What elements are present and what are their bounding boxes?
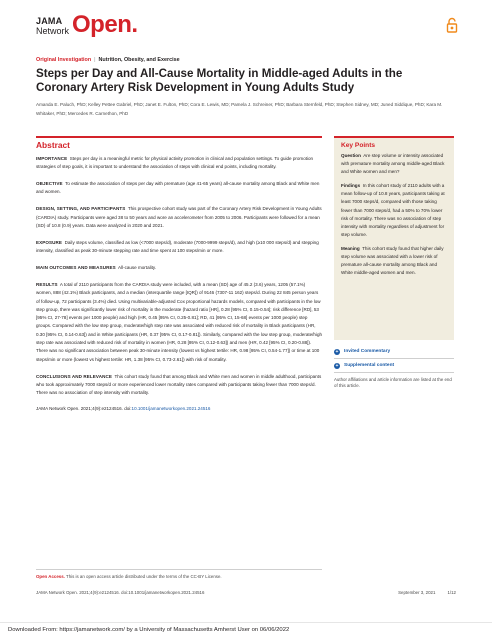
open-access-label[interactable]: Open Access. [36,574,65,579]
footer-citation: JAMA Network Open. 2021;4(9):e2124516. doi:10.1001/jamanetworkopen.2021.24516 [36,590,205,595]
abstract-conclusions: CONCLUSIONS AND RELEVANCE This cohort study found that among Black and White men and women in middle adulthood, participants who took approximately 7000 steps/d or more experienced lower mortality rates compared with participants taking fewer than 7000 steps/d. There was no association of step intensity with mortality. [36,373,322,396]
invited-commentary-link[interactable]: + Invited Commentary [334,345,454,359]
key-point-question: Question Are step volume or intensity associated with premature mortality among middle-aged Black and White women and men? [341,153,445,175]
open-access-lock-icon [446,17,458,33]
abstract-importance: IMPORTANCE Steps per day is a meaningful metric for physical activity promotion in clinical and population settings. To guide promotion strategies of step goals, it is important to understand the association of steps with clinical end points, including mortality. [36,156,314,170]
open-access-note: Open Access. This is an open access article distributed under the terms of the CC-BY License. [36,574,222,579]
open-access-rule [36,569,322,570]
article-type[interactable]: Original Investigation [36,57,92,63]
logo-jama: JAMA [36,16,63,26]
related-links [334,345,454,373]
journal-logo[interactable] [36,11,138,38]
key-point-findings: Findings In this cohort study of 2110 adults with a mean follow-up of 10.8 years, participants taking at least 7000 steps/d, compared with those taking fewer than 7000 steps/d, had a 50% to 70% lower risk of mortality. There was no association of step intensity with mortality regardless of adjustment for step volume. [341,183,445,237]
abstract-results: RESULTS A total of 2110 participants from the CARDIA study were included, with a mean (SD) age of 45.2 (3.6) years, 1205 (57.1%) women, 888 (42.1%) Black participants, and a median (interquartile range [IQR]) of 9146 (7307-11 162) steps/d. During 22 845 person years of follow-up, 72 participants (3.4%) died. Using multivariable-adjusted Cox proportional hazards models, compared with participants in the low step group, there was significantly lower risk of mortality in the moderate (hazard ratio [HR], 0.28 [95% CI, 0.15-0.54]; risk difference [RD], 53 [95% CI, 27-78] events per 1000 people) and high (HR, 0.45 [95% CI, 0.25-0.81]; RD, 41 [95% CI, 15-68] events per 1000 people) step groups. Compared with the low step group, moderate/high step rate was associated with reduced risk of mortality in Black participants (HR, 0.30 [95% CI, 0.14-0.63]) and in White participants (HR, 0.37 [95% CI, 0.17-0.81]). Similarly, compared with the low step group, moderate/high step rate was associated with reduced risk of mortality in women (HR, 0.28 [95% CI, 0.12-0.63]) and men (HR, 0.42 [95% CI, 0.20-0.88]). There was no significant association between peak 30-minute intensity (lowest vs highest tertile: HR, 0.98 [95% CI, 0.54-1.77]) or time at 100 steps/min or more (lowest vs highest tertile: HR, 1.38 [95% CI, 0.73-2.61]) with risk of mortality. [36,281,323,362]
doi-link[interactable]: 10.1001/jamanetworkopen.2021.24516 [131,405,211,411]
abstract-outcomes: MAIN OUTCOMES AND MEASURES All-cause mortality. [36,265,157,271]
affiliations-note: Author affiliations and article information are listed at the end of this article. [334,377,452,389]
abstract-objective: OBJECTIVE To estimate the association of steps per day with premature (age 41-65 years) all-cause mortality among Black and White men and women. [36,181,320,195]
footer-date: September 3, 2021 [398,590,436,595]
article-title: Steps per Day and All-Cause Mortality in Middle-aged Adults in the Coronary Artery Risk Development in Young Adults Study [36,67,403,94]
download-notice: Downloaded From: https://jamanetwork.com/ by a University of Massachusetts Amherst User on 06/06/2022 [8,627,290,633]
plus-circle-icon: + [335,362,339,369]
abstract-heading: Abstract [36,140,70,150]
abstract-citation: JAMA Network Open. 2021;4(9):e2124516. doi:10.1001/jamanetworkopen.2021.24516 [36,405,211,411]
key-points-rule [334,136,454,138]
footer-page-number: 1/12 [447,590,456,595]
abstract-exposure: EXPOSURE Daily steps volume, classified as low (<7000 steps/d), moderate (7000-9999 steps/d), and high (≥10 000 steps/d) and stepping intensity, classified as peak 30-minute stepping rate and time spent at 100 steps/min or more. [36,239,319,254]
key-point-meaning: Meaning This cohort study found that higher daily step volume was associated with a lower risk of premature all-cause mortality among Black and White middle-aged women and men. [341,245,444,276]
article-kicker: Original Investigation | Nutrition, Obesity, and Exercise [36,57,180,63]
supplemental-content-link[interactable]: + Supplemental content [334,359,454,373]
abstract-body [36,155,322,422]
logo-network: Network [36,26,70,36]
abstract-design: DESIGN, SETTING, AND PARTICIPANTS This prospective cohort study was part of the Coronary Artery Risk Development in Young Adults (CARDIA) study. Participants were aged 38 to 50 years and wore an accelerometer from 2005 to 2006. Participants were followed for a mean (SD) of 10.8 (0.9) years. Data were analyzed in 2020 and 2021. [36,206,322,228]
author-list: Amanda E. Paluch, PhD; Kelley Pettee Gabriel, PhD; Janet E. Fulton, PhD; Cora E. Lewis, MD; Pamela J. Schreiner, PhD; Barbara Sternfeld, PhD; Stephen Sidney, MD; Juned Siddique, PhD; Kara M. Whitaker, PhD; Mercedes R. Carnethon, PhD [36,102,443,116]
plus-circle-icon: + [335,348,339,355]
abstract-rule [36,136,322,138]
logo-open: Open. [72,11,138,38]
key-points-heading: Key Points [341,142,376,149]
article-section[interactable]: Nutrition, Obesity, and Exercise [98,57,180,63]
key-points-body [341,152,449,283]
